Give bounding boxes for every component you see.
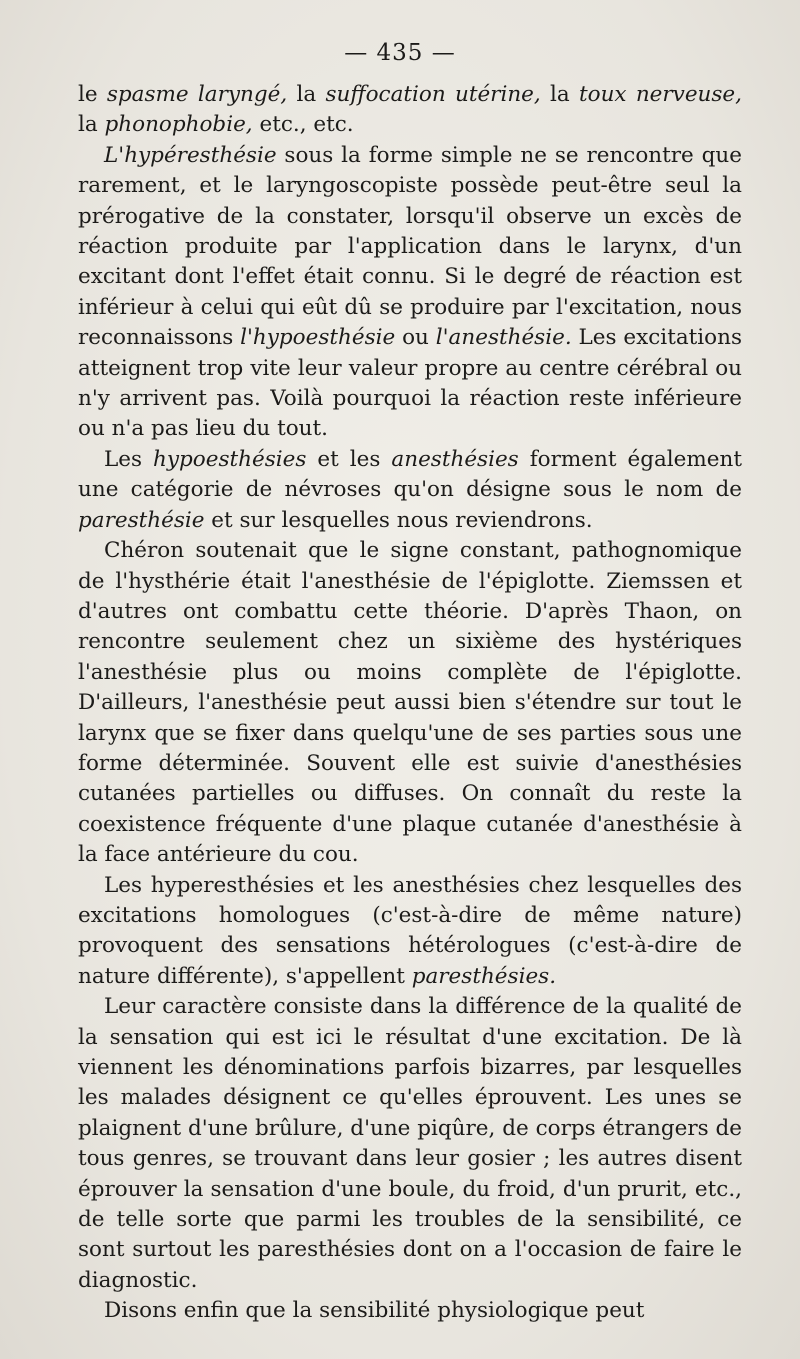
italic-term: L'hypéresthésie [104, 142, 277, 168]
italic-term: suffocation utérine, [325, 82, 541, 107]
italic-term: hypoesthésies [153, 446, 307, 472]
text-run: la [287, 82, 326, 107]
paragraph-4 [78, 536, 742, 870]
text-run: et les [306, 446, 392, 472]
paragraph-7 [78, 1296, 742, 1326]
paragraph-6 [78, 992, 742, 1296]
italic-term: paresthésie [78, 507, 205, 533]
italic-term: toux nerveuse, [579, 82, 742, 107]
page-number: — 435 — [344, 40, 456, 66]
text-run: la [78, 112, 105, 138]
italic-term: phonophobie, [104, 112, 253, 138]
text-run: Les hyperesthésies et les anesthésies chez lesquelles des excitations homologues (c'est-à-dire de même nature) provoquent des sensations hétérologues (c'est-à-dire de nature différente), s'appellent [78, 872, 742, 989]
italic-term: paresthésies. [411, 963, 557, 989]
paragraph-1 [78, 80, 742, 141]
italic-term: l'anesthésie. [435, 325, 572, 351]
text-run: Chéron soutenait que le signe constant, pathognomique de l'hysthérie était l'anesthésie de l'épiglotte. Ziemssen et d'autres ont combattu cette théorie. D'après Thaon, on rencontre seulement chez un sixième des hystériques l'anesthésie plus ou moins complète de l'épiglotte. D'ailleurs, l'anesthésie peut aussi bien s'étendre sur tout le larynx que se fixer dans quelqu'une de ses parties sous une forme déterminée. Souvent elle est suivie d'anesthésies cutanées partielles ou diffuses. On connaît du reste la coexistence fréquente d'une plaque cutanée d'anesthésie à la face antérieure du cou. [78, 538, 742, 868]
text-run: etc., etc. [252, 112, 354, 138]
text-run: le [78, 82, 107, 107]
text-run: Disons enfin que la sensibilité physiologique peut [104, 1298, 645, 1324]
text-run: la [540, 82, 579, 107]
body-text [78, 80, 742, 1327]
italic-term: anesthésies [391, 446, 519, 472]
text-run: sous la forme simple ne se rencontre que rarement, et le laryngoscopiste possède peut-être seul la prérogative de la constater, lorsqu'il observe un excès de réaction produite par l'application dans le larynx, d'un excitant dont l'effet était connu. Si le degré de réaction est inférieur à celui qui eût dû se produire par l'excitation, nous reconnaissons [78, 142, 742, 351]
italic-term: spasme laryngé, [106, 82, 288, 107]
paragraph-3 [78, 445, 742, 536]
text-run: et sur lesquelles nous reviendrons. [204, 507, 593, 533]
text-run: Les [104, 446, 154, 472]
text-run: Les excitations atteignent trop vite leur valeur propre au centre cérébral ou n'y arrivent pas. Voilà pourquoi la réaction reste inférieure ou n'a pas lieu du tout. [78, 325, 742, 442]
text-run: ou [395, 325, 436, 351]
paragraph-2 [78, 141, 742, 445]
text-run: Leur caractère consiste dans la différence de la qualité de la sensation qui est ici le résultat d'une excitation. De là viennent les dénominations parfois bizarres, par lesquelles les malades désignent ce qu'elles éprouvent. Les unes se plaignent d'une brûlure, d'une piqûre, de corps étrangers de tous genres, se trouvant dans leur gosier ; les autres disent éprouver la sensation d'une boule, du froid, d'un prurit, etc., de telle sorte que parmi les troubles de la sensibilité, ce sont surtout les paresthésies dont on a l'occasion de faire le diagnostic. [78, 994, 742, 1293]
text-run: forment également une catégorie de névroses qu'on désigne sous le nom de [78, 446, 743, 503]
italic-term: l'hypoesthésie [240, 325, 396, 351]
paragraph-5 [78, 871, 742, 993]
